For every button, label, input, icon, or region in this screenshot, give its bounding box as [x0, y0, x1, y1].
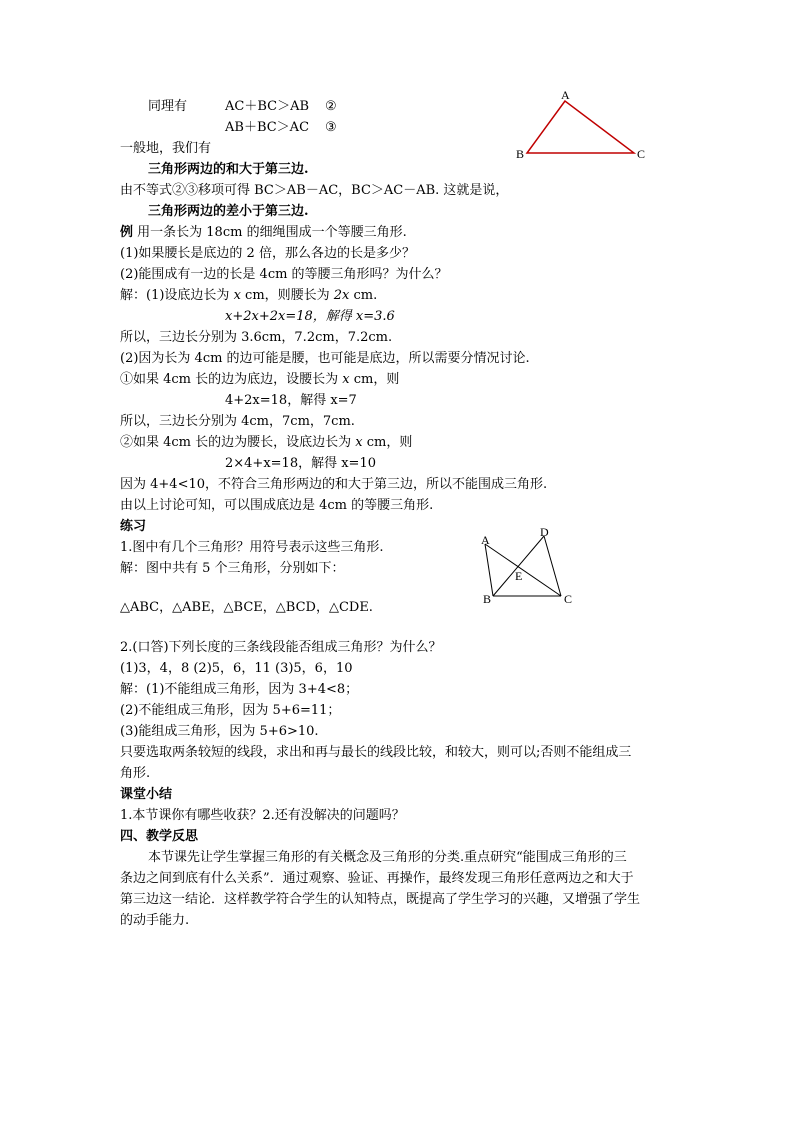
text-part: cm，则 — [362, 435, 413, 450]
line-2a: AB＋BC＞AC — [225, 120, 310, 135]
line-5: 由不等式②③移项可得 BC＞AB－AC，BC＞AC－AB. 这就是说， — [120, 183, 509, 198]
label-c: C — [564, 592, 573, 606]
line-12: 所以，三边长分别为 3.6cm，7.2cm，7.2cm. — [120, 330, 393, 345]
line-23: 解：图中共有 5 个三角形，分别如下： — [120, 561, 345, 576]
line-2b: ③ — [325, 120, 337, 135]
text-part: cm，则 — [349, 372, 400, 387]
line-25: 2.(口答)下列长度的三条线段能否组成三角形？为什么？ — [120, 640, 442, 655]
triangle-abcde-figure — [478, 524, 588, 606]
line-6: 三角形两边的差小于第三边. — [148, 204, 309, 219]
segment-ab — [485, 544, 493, 596]
segment-cd — [544, 536, 561, 596]
line-7 — [120, 225, 407, 241]
line-8: (1)如果腰长是底边的 2 倍，那么各边的长是多少？ — [120, 246, 415, 261]
segment-bd — [493, 536, 544, 596]
line-1b: AC＋BC＞AB — [225, 99, 310, 114]
segment-ac — [485, 544, 561, 596]
label-c: C — [637, 147, 646, 161]
label-a: A — [561, 88, 570, 102]
line-30: 只要选取两条较短的线段，求出和再与最长的线段比较，和较大，则可以;否则不能组成三 — [120, 745, 632, 760]
line-11: x+2x+2x=18，解得 x=3.6 — [225, 309, 395, 324]
triangle-abc-figure — [508, 86, 658, 166]
example-label: 例 — [120, 225, 134, 240]
line-38: 的动手能力. — [120, 913, 190, 928]
text-part: ①如果 4cm 长的边为底边，设腰长为 — [120, 372, 343, 387]
line-26: (1)3，4，8 (2)5，6，11 (3)5，6，10 — [120, 661, 353, 676]
line-28: (2)不能组成三角形，因为 5+6=11； — [120, 703, 341, 718]
triangle-abc-shape — [527, 101, 634, 153]
line-9: (2)能围成有一边的长是 4cm 的等腰三角形吗？为什么？ — [120, 267, 448, 282]
line-24: △ABC，△ABE，△BCE，△BCD，△CDE. — [120, 600, 373, 615]
section-practice-heading: 练习 — [120, 519, 147, 534]
line-27: 解：(1)不能组成三角形，因为 3+4<8； — [120, 682, 359, 697]
line-3: 一般地，我们有 — [120, 141, 212, 156]
section-summary-heading: 课堂小结 — [120, 787, 173, 802]
text-part: ②如果 4cm 长的边为腰长，设底边长为 — [120, 435, 356, 450]
line-37: 第三边这一结论．这样教学符合学生的认知特点，既提高了学生学习的兴趣，又增强了学生 — [120, 892, 641, 907]
line-36: 条边之间到底有什么关系”．通过观察、验证、再操作，最终发现三角形任意两边之和大于 — [120, 871, 634, 886]
line-17 — [120, 435, 412, 451]
line-19: 因为 4+4<10，不符合三角形两边的和大于第三边，所以不能围成三角形. — [120, 477, 548, 492]
var-x: x — [342, 372, 350, 387]
text-part: cm. — [349, 288, 378, 303]
var-x: x — [233, 288, 241, 303]
label-b: B — [483, 592, 492, 606]
line-16: 所以，三边长分别为 4cm，7cm，7cm. — [120, 414, 355, 429]
line-29: (3)能组成三角形，因为 5+6>10. — [120, 724, 319, 739]
label-e: E — [515, 569, 523, 583]
line-31: 角形. — [120, 766, 151, 781]
line-13: (2)因为长为 4cm 的边可能是腰，也可能是底边，所以需要分情况讨论. — [120, 351, 530, 366]
line-18: 2×4+x=18，解得 x=10 — [225, 456, 376, 471]
line-35: 本节课先让学生掌握三角形的有关概念及三角形的分类.重点研究“能围成三角形的三 — [148, 850, 627, 865]
line-14 — [120, 372, 399, 388]
text-part: 解：(1)设底边长为 — [120, 288, 234, 303]
line-20: 由以上讨论可知，可以围成底边是 4cm 的等腰三角形. — [120, 498, 434, 513]
text-part: cm，则腰长为 — [240, 288, 334, 303]
line-15: 4+2x=18，解得 x=7 — [225, 393, 357, 408]
var-2x: 2x — [333, 288, 350, 303]
label-a: A — [481, 533, 490, 547]
line-1a: 同理有 — [148, 99, 188, 114]
label-d: D — [540, 525, 549, 539]
line-22: 1.图中有几个三角形？用符号表示这些三角形. — [120, 540, 384, 555]
label-b: B — [516, 147, 525, 161]
line-1c: ② — [325, 99, 337, 114]
line-10 — [120, 288, 377, 304]
example-text: 用一条长为 18cm 的细绳围成一个等腰三角形. — [133, 225, 407, 240]
section-reflection-heading: 四、教学反思 — [120, 829, 199, 844]
line-4: 三角形两边的和大于第三边. — [148, 162, 309, 177]
line-33: 1.本节课你有哪些收获？2.还有没解决的问题吗？ — [120, 808, 405, 823]
var-x: x — [355, 435, 363, 450]
